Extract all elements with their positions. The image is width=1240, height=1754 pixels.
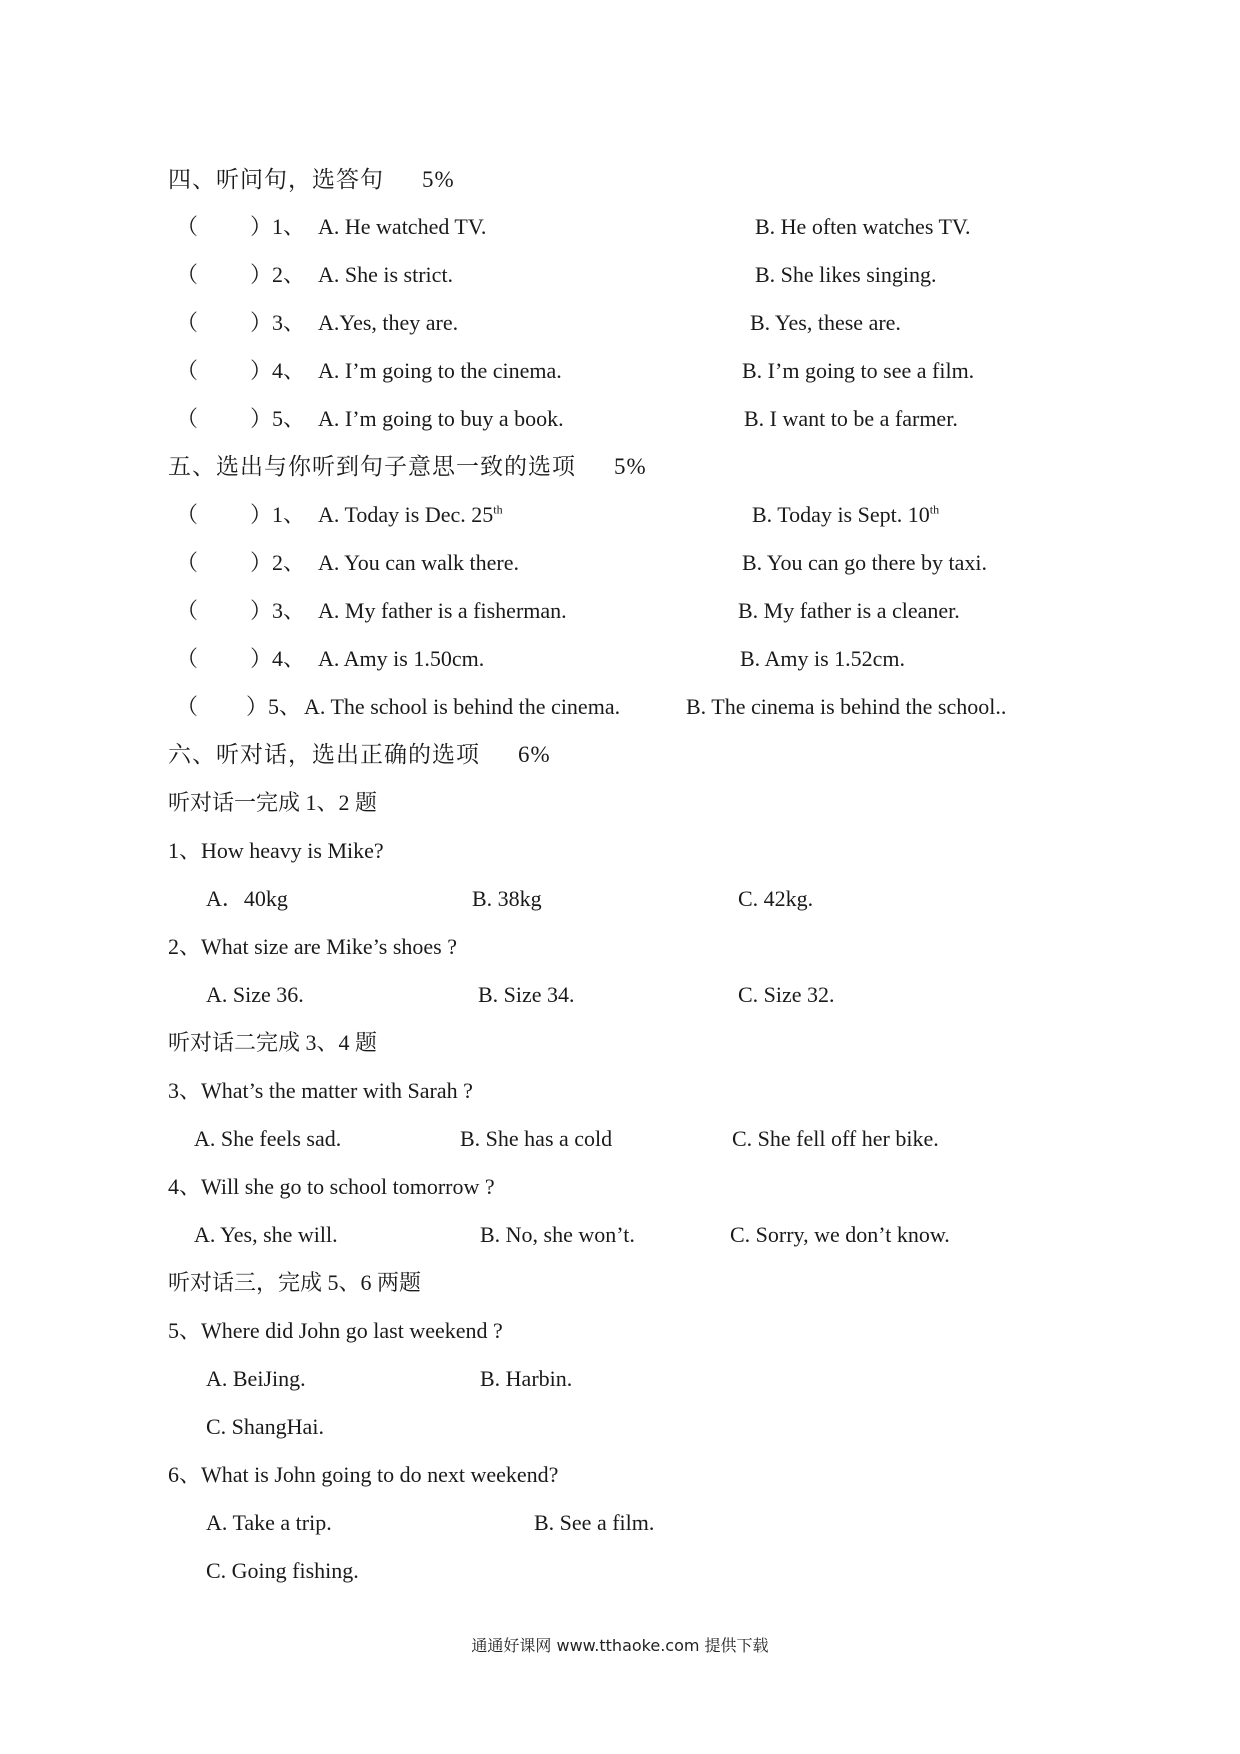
section-four-title: 四、听问句，选答句 (168, 167, 384, 192)
option-a: A. He watched TV. (318, 214, 487, 239)
question-3: 3、What’s the matter with Sarah ? (168, 1078, 473, 1103)
option-a: A. She is strict. (318, 262, 454, 287)
question-4-option-b: B. No, she won’t. (480, 1222, 635, 1247)
answer-blank-open[interactable]: （ (176, 646, 199, 671)
answer-blank-open[interactable]: （ (176, 406, 199, 431)
answer-blank-open[interactable]: （ (176, 310, 199, 335)
question-2-option-b: B. Size 34. (478, 982, 575, 1007)
question-1: 1、How heavy is Mike? (168, 838, 384, 863)
item-number: ）1、 (250, 502, 306, 527)
section-four-heading (168, 165, 455, 195)
question-6: 6、What is John going to do next weekend? (168, 1462, 559, 1487)
question-1-option-a: A．40kg (206, 886, 288, 911)
dialogue-two-heading: 听对话二完成 3、4 题 (168, 1030, 378, 1055)
item-number: ）4、 (250, 646, 306, 671)
dialogue-three-heading: 听对话三，完成 5、6 两题 (168, 1270, 422, 1295)
item-number: ）3、 (250, 310, 306, 335)
question-3-option-c: C. She fell off her bike. (732, 1126, 939, 1151)
option-a (318, 500, 503, 530)
ordinal-suffix: th (929, 502, 940, 517)
option-a: A. The school is behind the cinema. (304, 694, 621, 719)
question-4-option-c: C. Sorry, we don’t know. (730, 1222, 950, 1247)
section-six-score: 6% (518, 742, 551, 767)
section-five-title: 五、选出与你听到句子意思一致的选项 (168, 454, 576, 479)
option-b: B. I want to be a farmer. (744, 406, 958, 431)
option-a: A. I’m going to buy a book. (318, 406, 564, 431)
option-a-text: A. Today is Dec. 25 (318, 502, 494, 527)
question-4: 4、Will she go to school tomorrow ? (168, 1174, 495, 1199)
question-1-option-b: B. 38kg (472, 886, 542, 911)
item-number: ）4、 (250, 358, 306, 383)
option-b: B. The cinema is behind the school.. (686, 694, 1007, 719)
item-number: ）5、 (246, 694, 302, 719)
item-number: ）5、 (250, 406, 306, 431)
question-2: 2、What size are Mike’s shoes ? (168, 934, 457, 959)
question-1-option-c: C. 42kg. (738, 886, 814, 911)
question-3-option-a: A. She feels sad. (194, 1126, 342, 1151)
option-b: B. You can go there by taxi. (742, 550, 988, 575)
question-2-option-c: C. Size 32. (738, 982, 835, 1007)
option-a: A. I’m going to the cinema. (318, 358, 562, 383)
option-b (752, 500, 939, 530)
answer-blank-open[interactable]: （ (176, 550, 199, 575)
question-6-option-b: B. See a film. (534, 1510, 655, 1535)
ordinal-suffix: th (493, 502, 503, 517)
item-number: ）3、 (250, 598, 306, 623)
answer-blank-open[interactable]: （ (176, 214, 199, 239)
section-four-score: 5% (422, 167, 455, 192)
option-b: B. I’m going to see a film. (742, 358, 975, 383)
question-3-option-b: B. She has a cold (460, 1126, 613, 1151)
section-six-title: 六、听对话，选出正确的选项 (168, 742, 480, 767)
question-6-option-c: C. Going fishing. (206, 1558, 359, 1583)
item-number: ）2、 (250, 550, 306, 575)
option-a: A. Amy is 1.50cm. (318, 646, 485, 671)
section-five-heading (168, 452, 647, 482)
section-five-score: 5% (614, 454, 647, 479)
dialogue-one-heading: 听对话一完成 1、2 题 (168, 790, 378, 815)
option-b: B. She likes singing. (755, 262, 937, 287)
question-2-option-a: A. Size 36. (206, 982, 304, 1007)
option-a: A. You can walk there. (318, 550, 520, 575)
page-footer: 通通好课网 www.tthaoke.com 提供下载 (471, 1636, 769, 1655)
option-b: B. Amy is 1.52cm. (740, 646, 906, 671)
question-5-option-a: A. BeiJing. (206, 1366, 306, 1391)
item-number: ）2、 (250, 262, 306, 287)
section-six-heading (168, 740, 551, 770)
option-a: A.Yes, they are. (318, 310, 459, 335)
option-b: B. Yes, these are. (750, 310, 901, 335)
option-a: A. My father is a fisherman. (318, 598, 567, 623)
answer-blank-open[interactable]: （ (176, 598, 199, 623)
question-4-option-a: A. Yes, she will. (194, 1222, 338, 1247)
item-number: ）1、 (250, 214, 306, 239)
question-6-option-a: A. Take a trip. (206, 1510, 332, 1535)
option-b: B. My father is a cleaner. (738, 598, 960, 623)
answer-blank-open[interactable]: （ (176, 502, 199, 527)
answer-blank-open[interactable]: （ (176, 262, 199, 287)
option-b-text: B. Today is Sept. 10 (752, 502, 930, 527)
option-b: B. He often watches TV. (755, 214, 971, 239)
question-5-option-b: B. Harbin. (480, 1366, 573, 1391)
answer-blank-open[interactable]: （ (176, 694, 199, 719)
answer-blank-open[interactable]: （ (176, 358, 199, 383)
question-5-option-c: C. ShangHai. (206, 1414, 324, 1439)
question-5: 5、Where did John go last weekend ? (168, 1318, 503, 1343)
